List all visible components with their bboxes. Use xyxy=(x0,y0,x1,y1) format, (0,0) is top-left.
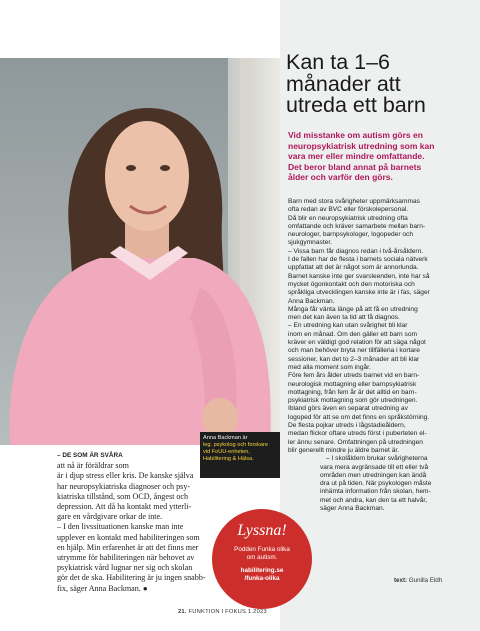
badge-text: om autism. xyxy=(246,554,278,561)
body-line: en hjälp. Min erfarenhet är att det finns mer xyxy=(57,542,199,552)
body-line: Anna Backman. xyxy=(288,297,335,305)
page-number: 21. xyxy=(178,609,187,615)
body-line: språkliga utvecklingen kanske inte är i fas, säger xyxy=(288,289,430,297)
article-body-left xyxy=(57,451,206,594)
caption-line: leg. psykolog och forskare xyxy=(203,442,268,448)
body-line: neurologisk mottagning eller barnpsykiatrisk xyxy=(288,380,417,388)
page-footer xyxy=(178,609,267,615)
body-line: met och andra, kan den ta ett halvår, xyxy=(320,496,428,504)
lede-line: Vid misstanke om autism görs en xyxy=(288,130,423,140)
article-headline xyxy=(286,52,476,117)
body-line: – Vissa barn får diagnos redan i två-årsåldern. xyxy=(288,247,424,255)
lead-in: – DE SOM ÄR SVÅRA xyxy=(57,452,123,459)
body-line: områden men utredningen kan ändå xyxy=(320,471,427,479)
caption-line: Anna Backman är xyxy=(203,435,248,441)
body-line: neurologer, barnpsykologer, logopeder och xyxy=(288,231,414,239)
body-line: utrymme för habiliteringen när behovet av xyxy=(57,553,195,563)
body-line: ofta redan av BVC eller förskolepersonal. xyxy=(288,206,409,214)
body-line: Ibland görs även en separat utredning av xyxy=(288,405,408,413)
body-line: De flesta pojkar utreds i lågstadieåldern, xyxy=(288,422,406,430)
article-body-right xyxy=(288,198,476,513)
body-line: är i djup stress eller kris. De kanske själva xyxy=(57,471,194,481)
body-line: inom en månad. Om den gäller ett barn som xyxy=(288,330,418,338)
body-line: och man behöver bryta ner tillfällena i kortare xyxy=(288,347,420,355)
body-line xyxy=(57,451,203,471)
body-line: mottagning, från fem år är det alltid en barn- xyxy=(288,388,417,396)
badge-text: Podden Funka olika xyxy=(234,546,290,553)
badge-link[interactable]: habilitering.se xyxy=(240,567,284,574)
body-line: Barn med stora svårigheter uppmärksammas xyxy=(288,198,420,205)
body-line: vara mera avgränsade till ett eller två xyxy=(320,463,429,471)
photo-caption xyxy=(200,432,280,478)
body-line: fix, säger Anna Backman. ● xyxy=(57,583,148,593)
body-line: men det kan även ta tid att få diagnos. xyxy=(288,314,400,322)
body-line: sjukgymnaster. xyxy=(288,239,332,247)
body-line: blir generellt mindre ju äldre barnet är. xyxy=(288,446,400,454)
headline-line: Kan ta 1–6 xyxy=(286,50,391,74)
body-line: – I skolåldern brukar svårigheterna xyxy=(326,455,428,463)
article-lede xyxy=(288,130,476,183)
body-line: logoped för att se om det finns en språkstörning. xyxy=(288,413,430,421)
body-line: har neuropsykiatriska diagnoser och psy- xyxy=(57,481,191,491)
body-line: sessioner, kan det to 2–3 månader att bli klar xyxy=(288,355,420,363)
lead-rest: att nå är föräldrar som xyxy=(57,461,129,471)
body-line: säger Anna Backman. xyxy=(320,504,385,512)
byline-name: Gunilla Eldh xyxy=(408,577,443,584)
portrait-illustration xyxy=(0,58,280,445)
body-line: mycket ögonkontakt och den motoriska och xyxy=(288,280,415,288)
badge-title: Lyssna! xyxy=(237,522,287,539)
badge-link[interactable]: /funka-olika xyxy=(244,575,280,582)
lede-line: Det beror bland annat på barnets xyxy=(288,161,422,172)
body-line: Före fem års ålder utreds barnet vid en barn- xyxy=(288,372,420,380)
body-line: gare en vårdgivare orkar de inte. xyxy=(57,512,163,522)
body-line: upplever en kontakt med habiliteringen som xyxy=(57,532,200,542)
body-line: psykiatrisk vård lugnar ner sig och skolan xyxy=(57,563,193,573)
body-line: psykiatrisk mottagning som gör utredningen. xyxy=(288,397,418,405)
body-line: omfattande och kräver samarbete mellan barn- xyxy=(288,222,426,230)
body-line: kiatriska tillstånd, som OCD, ångest och xyxy=(57,491,189,501)
body-line: depression. Att då ha kontakt med ytterli- xyxy=(57,502,192,512)
top-margin xyxy=(0,0,280,58)
body-line: Många får vänta länge på att få en utredning xyxy=(288,305,418,313)
lede-line: vara mer eller mindre omfattande. xyxy=(288,151,425,162)
body-line: – En utredning kan utan svårighet bli klar xyxy=(288,322,408,330)
headline-line: utreda ett barn xyxy=(286,93,426,117)
body-line: gör det de ska. Habilitering är ju ingen snabb- xyxy=(57,573,206,583)
body-line: medan flickor oftare utreds först i puberteten el- xyxy=(288,430,427,438)
headline-line: månader att xyxy=(286,71,401,96)
caption-line: vid FoUU-enheten, xyxy=(203,449,250,455)
body-line: – I den livssituationen kanske man inte xyxy=(57,522,184,532)
body-line: med alla moment som ingår. xyxy=(288,363,371,371)
byline-label: text: xyxy=(394,577,408,584)
portrait-photo xyxy=(0,58,280,445)
body-line: uppfattat att det är något som är annorlunda. xyxy=(288,264,419,272)
body-line: Då blir en neuropsykiatrisk utredning ofta xyxy=(288,214,408,222)
podcast-badge[interactable] xyxy=(212,509,312,609)
body-line: ler ännu senare. Omfattningen på utredningen xyxy=(288,438,423,446)
byline xyxy=(394,577,442,584)
body-line: dra ut på tiden. När psykologen måste xyxy=(320,480,432,488)
publication-name: FUNKTION I FOKUS 1.2023 xyxy=(188,609,267,615)
body-line: inhämta information från skolan, hem- xyxy=(320,488,431,496)
caption-line: Habilitering & Hälsa. xyxy=(203,456,254,462)
body-line: kräver en väldigt god relation för att säga något xyxy=(288,339,426,347)
body-line: Barnet kanske inte ger svarsleenden, inte har så xyxy=(288,272,430,280)
lede-line: ålder och varför den görs. xyxy=(288,172,393,183)
body-line: I de fallen har de flesta i barnets sociala nätverk xyxy=(288,256,428,264)
lede-line: neuropsykiatrisk utredning som kan xyxy=(288,140,435,151)
